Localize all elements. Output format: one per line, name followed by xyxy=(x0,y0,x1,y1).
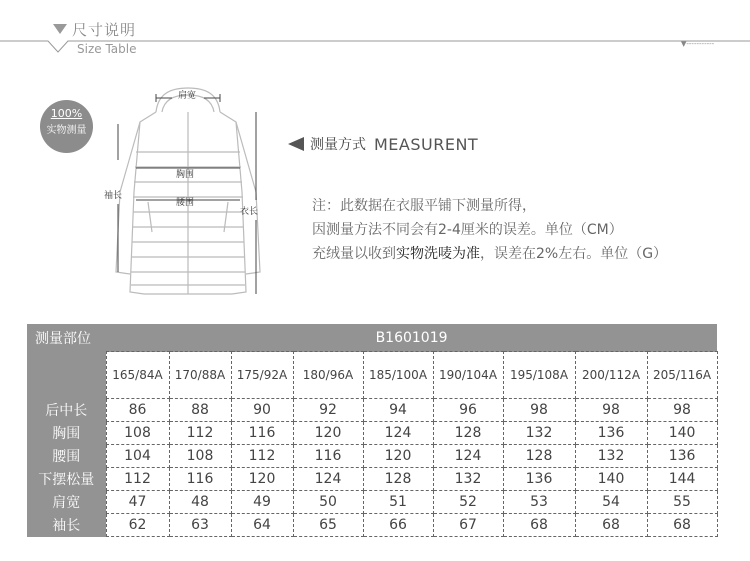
coat-sketch xyxy=(98,82,278,304)
table-sizes-corner xyxy=(27,352,106,399)
table-cell: 55 xyxy=(647,491,717,514)
table-cell: 47 xyxy=(106,491,169,514)
table-cell: 116 xyxy=(231,422,293,445)
table-cell: 116 xyxy=(169,468,231,491)
table-cell: 132 xyxy=(575,445,647,468)
table-cell: 90 xyxy=(231,399,293,422)
table-cell: 88 xyxy=(169,399,231,422)
table-cell: 136 xyxy=(647,445,717,468)
table-cell: 67 xyxy=(433,514,503,537)
section-title: 尺寸说明 xyxy=(72,21,137,39)
label-chest: 胸围 xyxy=(176,170,195,180)
table-cell: 120 xyxy=(231,468,293,491)
label-sleeve: 袖长 xyxy=(104,191,123,201)
row-label: 下摆松量 xyxy=(27,468,106,491)
table-corner-label: 测量部位 xyxy=(27,324,106,352)
measurement-title-en: MEASURENT xyxy=(374,134,479,154)
table-cell: 86 xyxy=(106,399,169,422)
table-cell: 53 xyxy=(503,491,575,514)
row-label: 腰围 xyxy=(27,445,106,468)
table-cell: 128 xyxy=(363,468,433,491)
table-cell: 94 xyxy=(363,399,433,422)
note-line-3-post: ，误差在2%左右。单位（G） xyxy=(480,246,668,262)
table-cell: 112 xyxy=(169,422,231,445)
table-row xyxy=(27,445,717,468)
table-cell: 68 xyxy=(503,514,575,537)
table-cell: 136 xyxy=(503,468,575,491)
table-model: B1601019 xyxy=(106,324,717,352)
table-row xyxy=(27,422,717,445)
row-label: 袖长 xyxy=(27,514,106,537)
size-table xyxy=(27,324,718,537)
table-cell: 140 xyxy=(647,422,717,445)
table-cell: 124 xyxy=(363,422,433,445)
header-right-mark: ▼----------- xyxy=(681,40,715,48)
table-cell: 108 xyxy=(169,445,231,468)
size-header: 195/108A xyxy=(503,352,575,399)
table-row xyxy=(27,491,717,514)
table-cell: 92 xyxy=(293,399,363,422)
table-cell: 136 xyxy=(575,422,647,445)
table-cell: 64 xyxy=(231,514,293,537)
table-row xyxy=(27,514,717,537)
table-cell: 98 xyxy=(647,399,717,422)
table-cell: 112 xyxy=(231,445,293,468)
table-cell: 128 xyxy=(503,445,575,468)
table-cell: 51 xyxy=(363,491,433,514)
size-header: 190/104A xyxy=(433,352,503,399)
table-cell: 65 xyxy=(293,514,363,537)
table-cell: 50 xyxy=(293,491,363,514)
table-cell: 124 xyxy=(433,445,503,468)
table-cell: 140 xyxy=(575,468,647,491)
note-line-2: 因测量方法不同会有2-4厘米的误差。单位（CM） xyxy=(312,222,623,238)
table-cell: 68 xyxy=(647,514,717,537)
table-cell: 48 xyxy=(169,491,231,514)
table-row xyxy=(27,399,717,422)
note-line-3-pre: 充绒量以收到 xyxy=(312,246,396,262)
size-header: 180/96A xyxy=(293,352,363,399)
table-cell: 66 xyxy=(363,514,433,537)
note-line-3-emphasis: 实物洗唛为准 xyxy=(396,246,480,262)
table-cell: 98 xyxy=(575,399,647,422)
table-cell: 63 xyxy=(169,514,231,537)
label-length: 衣长 xyxy=(240,207,259,217)
badge-label: 实物测量 xyxy=(46,125,87,136)
table-sizes-row xyxy=(27,352,717,399)
table-cell: 120 xyxy=(293,422,363,445)
label-shoulder: 肩宽 xyxy=(178,91,197,101)
section-subtitle: Size Table xyxy=(77,42,137,56)
size-header: 170/88A xyxy=(169,352,231,399)
table-cell: 62 xyxy=(106,514,169,537)
table-cell: 68 xyxy=(575,514,647,537)
arrow-left-icon xyxy=(288,137,304,151)
row-label: 胸围 xyxy=(27,422,106,445)
note-line-1: 注：此数据在衣服平铺下测量所得， xyxy=(312,198,536,214)
size-header: 185/100A xyxy=(363,352,433,399)
table-cell: 52 xyxy=(433,491,503,514)
table-cell: 120 xyxy=(363,445,433,468)
note-line-3 xyxy=(312,243,667,263)
measurement-heading xyxy=(288,134,478,154)
table-cell: 98 xyxy=(503,399,575,422)
table-cell: 104 xyxy=(106,445,169,468)
size-header: 165/84A xyxy=(106,352,169,399)
table-cell: 112 xyxy=(106,468,169,491)
measure-badge xyxy=(40,100,93,153)
row-label: 肩宽 xyxy=(27,491,106,514)
size-header: 205/116A xyxy=(647,352,717,399)
label-waist: 腰围 xyxy=(176,198,195,208)
table-row xyxy=(27,468,717,491)
table-cell: 116 xyxy=(293,445,363,468)
table-cell: 96 xyxy=(433,399,503,422)
table-cell: 124 xyxy=(293,468,363,491)
row-label: 后中长 xyxy=(27,399,106,422)
table-cell: 49 xyxy=(231,491,293,514)
table-cell: 132 xyxy=(503,422,575,445)
size-header: 200/112A xyxy=(575,352,647,399)
table-cell: 54 xyxy=(575,491,647,514)
badge-percent: 100% xyxy=(50,107,83,120)
measurement-title-cn: 测量方式 xyxy=(310,137,366,153)
header-divider xyxy=(0,0,750,60)
table-cell: 128 xyxy=(433,422,503,445)
table-cell: 108 xyxy=(106,422,169,445)
table-cell: 144 xyxy=(647,468,717,491)
size-header: 175/92A xyxy=(231,352,293,399)
table-cell: 132 xyxy=(433,468,503,491)
table-header-row xyxy=(27,324,717,352)
